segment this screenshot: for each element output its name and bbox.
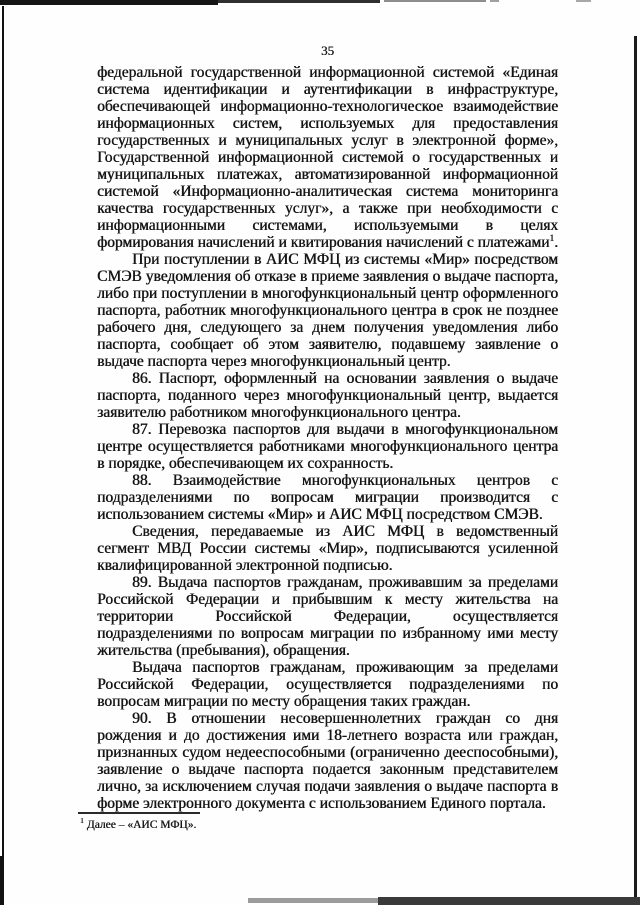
footnote-marker: 1 — [80, 816, 84, 826]
footnote — [80, 818, 500, 832]
paragraph — [97, 64, 558, 251]
paragraph-text: федеральной государственной информационной системой «Единая система идентификации и аутентификации в инфраструктуре, обеспечивающей информационно-технологическое взаимодействие информационных систем, используемых для предоставления государственных и муниципальных услуг в электронной форме», Государственной информационной системой о государственных и муниципальных платежах, автоматизированной информационной системой «Информационно-аналитическая система мониторинга качества государственных услуг», а также при необходимости с информационными системами, используемыми в целях формирования начислений и квитирования начислений с платежами — [97, 64, 558, 251]
footnote-text: Далее – «АИС МФЦ». — [86, 819, 197, 831]
footnote-ref-marker: 1 — [549, 233, 555, 244]
page-border-top-segment — [218, 0, 380, 3]
paragraph: Выдача паспортов гражданам, проживающим за пределами Российской Федерации, осуществляется подразделениями по вопросам миграции по месту обращения таких граждан. — [97, 659, 558, 710]
page-border-top-dash — [576, 0, 591, 2]
paragraph-item-88: 88. Взаимодействие многофункциональных центров с подразделениями по вопросам миграции производится с использованием системы «Мир» и АИС МФЦ посредством СМЭВ. — [97, 472, 558, 523]
page-border-bottom-segment — [248, 898, 378, 903]
paragraph-item-89: 89. Выдача паспортов гражданам, проживавшим за пределами Российской Федерации и прибывшим к месту жительства на территории Российской Федерации, осуществляется подразделениями по вопросам миграции по избранному ими месту жительства (пребывания), обращения. — [97, 574, 558, 659]
page-number: 35 — [321, 43, 334, 58]
page-border-top-segment — [0, 0, 218, 5]
page-border-bottom-segment — [378, 897, 640, 905]
page-border-right — [634, 36, 637, 905]
paragraph-item-87: 87. Перевозка паспортов для выдачи в многофункциональном центре осуществляется работниками многофункционального центра в порядке, обеспечивающем их сохранность. — [97, 421, 558, 472]
footnote-separator-rule — [78, 812, 200, 814]
page-border-top-segment — [384, 0, 486, 2]
page-border-left — [0, 856, 4, 905]
paragraph-item-90: 90. В отношении несовершеннолетних граждан со дня рождения и до достижения ими 18-летнего возраста или граждан, признанных судом недееспособными (ограниченно дееспособными), заявление о выдаче паспорта подается законным представителем лично, за исключением случая подачи заявления о выдаче паспорта в форме электронного документа с использованием Единого портала. — [97, 710, 558, 812]
page-border-top-dash — [490, 0, 499, 2]
page-border-left — [2, 6, 4, 905]
paragraph: При поступлении в АИС МФЦ из системы «Мир» посредством СМЭВ уведомления об отказе в приеме заявления о выдаче паспорта, либо при поступлении в многофункциональный центр оформленного паспорта, работник многофункционального центра в срок не позднее рабочего дня, следующего за днем получения уведомления либо паспорта, сообщает об этом заявителю, подавшему заявление о выдаче паспорта через многофункциональный центр. — [97, 251, 558, 370]
paragraph: Сведения, передаваемые из АИС МФЦ в ведомственный сегмент МВД России системы «Мир», подписываются усиленной квалифицированной электронной подписью. — [97, 523, 558, 574]
document-body — [97, 64, 558, 812]
paragraph-text: . — [554, 234, 559, 251]
paragraph-item-86: 86. Паспорт, оформленный на основании заявления о выдаче паспорта, поданного через многофункциональный центр, выдается заявителю работником многофункционального центра. — [97, 370, 558, 421]
